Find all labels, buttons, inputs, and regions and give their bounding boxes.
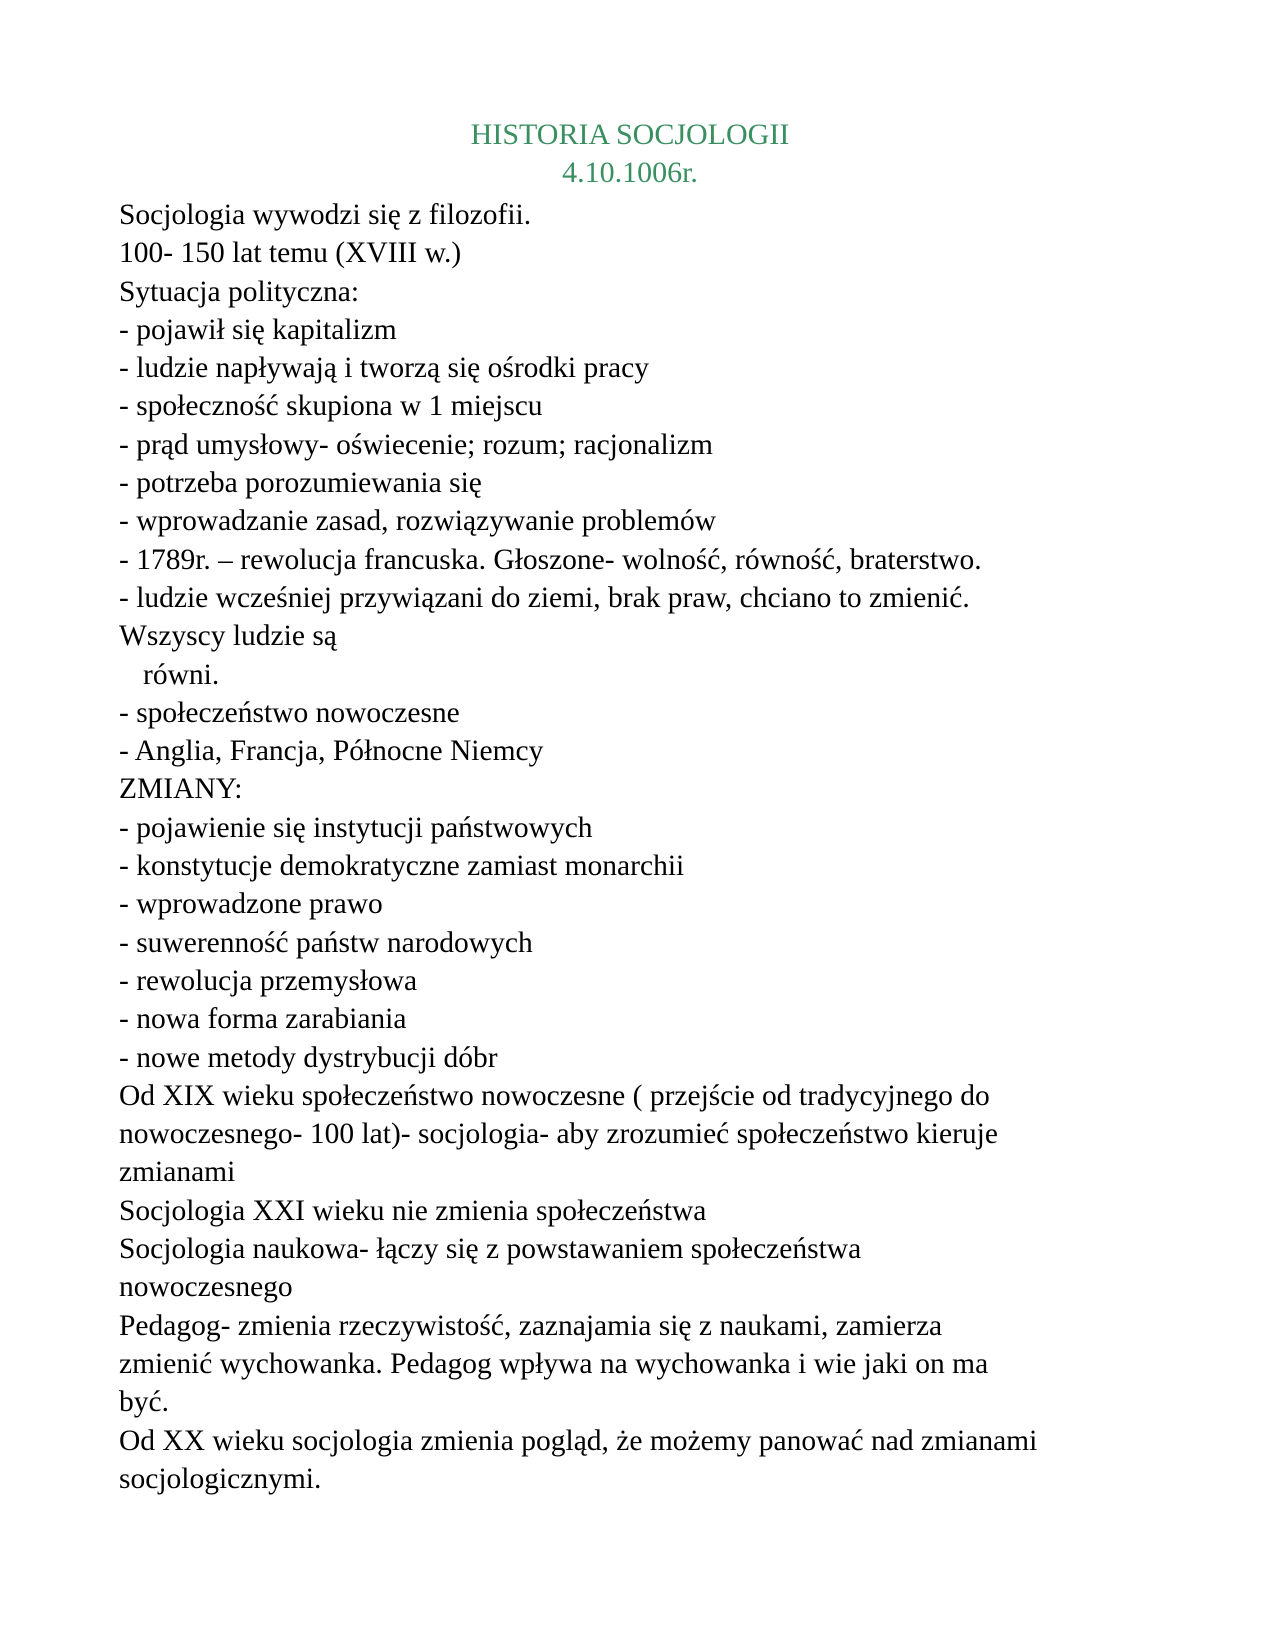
section-heading: ZMIANY:	[119, 773, 243, 806]
text-line: Socjologia XXI wieku nie zmienia społeczeństwa	[119, 1194, 707, 1227]
text-line: równi.	[143, 658, 220, 691]
list-item: - wprowadzone prawo	[119, 888, 383, 921]
list-item: - 1789r. – rewolucja francuska. Głoszone- wolność, równość, braterstwo.	[119, 543, 982, 576]
text-line: 100- 150 lat temu (XVIII w.)	[119, 237, 462, 270]
list-item: - nowe metody dystrybucji dóbr	[119, 1041, 498, 1074]
list-item: - ludzie wcześniej przywiązani do ziemi, brak praw, chciano to zmienić.	[119, 581, 970, 614]
list-item: - rewolucja przemysłowa	[119, 964, 418, 997]
document-body	[119, 196, 1179, 1498]
list-item: - potrzeba porozumiewania się	[119, 467, 482, 500]
text-line: nowoczesnego- 100 lat)- socjologia- aby zrozumieć społeczeństwo kieruje	[119, 1118, 998, 1151]
list-item: - prąd umysłowy- oświecenie; rozum; racjonalizm	[119, 428, 713, 461]
list-item: - pojawienie się instytucji państwowych	[119, 811, 593, 844]
document-title: HISTORIA SOCJOLOGII	[470, 118, 790, 151]
list-item: - społeczność skupiona w 1 miejscu	[119, 390, 543, 423]
text-line: nowoczesnego	[119, 1271, 293, 1304]
text-line: Socjologia naukowa- łączy się z powstawaniem społeczeństwa	[119, 1233, 862, 1266]
text-line: zmienić wychowanka. Pedagog wpływa na wychowanka i wie jaki on ma	[119, 1347, 989, 1380]
text-line: Sytuacja polityczna:	[119, 275, 360, 308]
list-item: - nowa forma zarabiania	[119, 1003, 407, 1036]
text-line: socjologicznymi.	[119, 1462, 322, 1495]
text-line: Od XIX wieku społeczeństwo nowoczesne ( przejście od tradycyjnego do	[119, 1079, 990, 1112]
list-item: - suwerenność państw narodowych	[119, 926, 533, 959]
list-item: - pojawił się kapitalizm	[119, 313, 397, 346]
text-line: Socjologia wywodzi się z filozofii.	[119, 199, 532, 231]
list-item: - Anglia, Francja, Północne Niemcy	[119, 735, 544, 768]
text-line: Pedagog- zmienia rzeczywistość, zaznajamia się z naukami, zamierza	[119, 1309, 943, 1342]
text-line: Od XX wieku socjologia zmienia pogląd, że możemy panować nad zmianami	[119, 1424, 1038, 1457]
text-line: zmianami	[119, 1156, 236, 1189]
list-item: - konstytucje demokratyczne zamiast monarchii	[119, 850, 685, 883]
text-line: być.	[119, 1386, 169, 1419]
text-line: Wszyscy ludzie są	[119, 620, 337, 653]
document-date: 4.10.1006r.	[562, 156, 698, 189]
list-item: - ludzie napływają i tworzą się ośrodki pracy	[119, 352, 649, 385]
list-item: - społeczeństwo nowoczesne	[119, 696, 460, 729]
list-item: - wprowadzanie zasad, rozwiązywanie problemów	[119, 505, 717, 538]
title-block	[0, 116, 1260, 192]
